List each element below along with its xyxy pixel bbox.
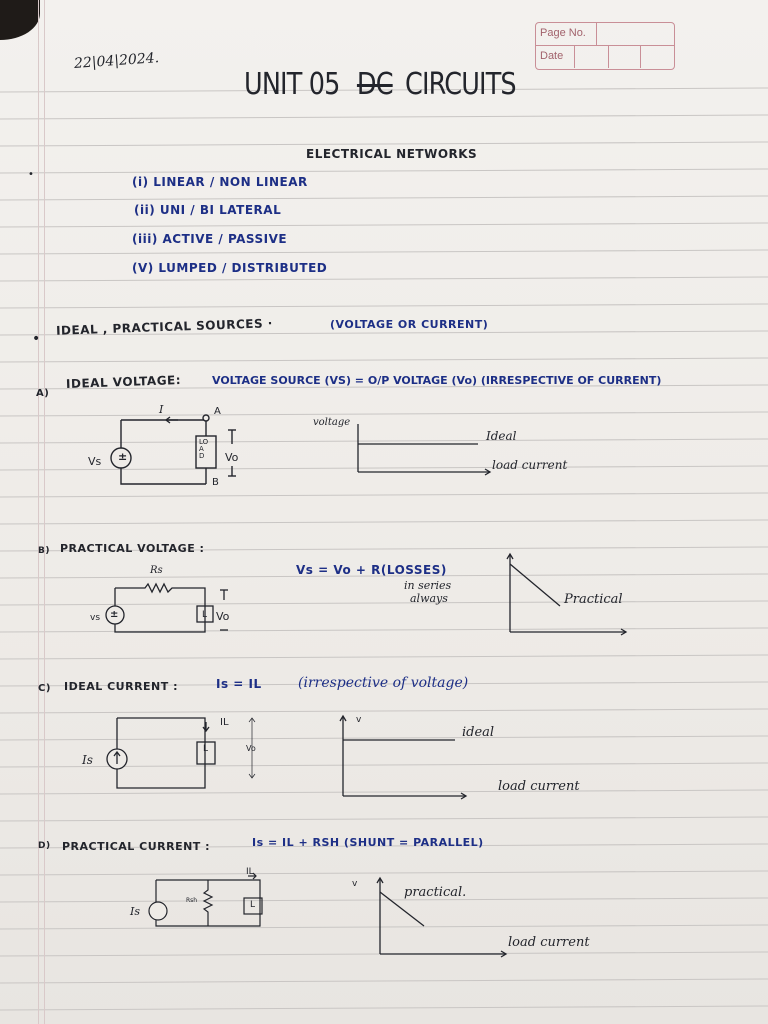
date-label: Date — [540, 50, 564, 62]
section-b-title: PRACTICAL VOLTAGE : — [60, 542, 205, 555]
section-b-label: B) — [38, 546, 50, 556]
ruled-line — [0, 115, 768, 119]
ruled-line — [0, 520, 768, 524]
load-current-axis-label-c: load current — [498, 779, 580, 794]
practical-current-curve-label: practical. — [404, 885, 467, 900]
ruled-line — [0, 817, 768, 821]
ruled-line — [0, 655, 768, 659]
source-plus-minus: ± — [118, 450, 128, 463]
title-struck-word: DC — [356, 67, 393, 102]
title-tail: CIRCUITS — [405, 67, 516, 102]
ruled-line — [0, 979, 768, 983]
circuit-ideal-voltage — [86, 400, 266, 490]
section-b-note-2: always — [410, 592, 448, 605]
graph-ideal-current — [330, 712, 470, 802]
voltage-axis-label: voltage — [313, 417, 351, 428]
network-item-3: (iii) ACTIVE / PASSIVE — [132, 232, 288, 246]
is-label-d: Is — [130, 905, 140, 918]
sources-heading: IDEAL , PRACTICAL SOURCES · — [55, 316, 274, 338]
section-c-title: IDEAL CURRENT : — [64, 680, 178, 693]
practical-curve-label: Practical — [564, 592, 623, 607]
load-label-c: L — [203, 744, 209, 754]
rsh-label: Rsh — [186, 897, 198, 904]
load-current-axis-label-d: load current — [508, 935, 590, 950]
section-d-equation: Is = IL + RSH (SHUNT = PARALLEL) — [252, 836, 484, 849]
node-a-label: A — [214, 406, 221, 417]
load-label-b: L — [202, 610, 208, 620]
ruled-line — [0, 250, 768, 254]
margin-line — [44, 0, 45, 1024]
page-title — [244, 67, 516, 102]
ruled-line — [0, 223, 768, 227]
section-a-title: IDEAL VOLTAGE: — [65, 372, 182, 392]
section-a-equation: VOLTAGE SOURCE (VS) = O/P VOLTAGE (Vo) (IRRESPECTIVE OF CURRENT) — [212, 374, 662, 387]
section-c-equation: Is = IL — [216, 677, 262, 691]
page-number-date-box — [535, 22, 675, 70]
ruled-line — [0, 304, 768, 308]
network-item-2: (ii) UNI / BI LATERAL — [134, 203, 282, 217]
il-label-d: IL — [246, 867, 254, 877]
network-item-4: (V) LUMPED / DISTRIBUTED — [132, 261, 328, 275]
vo-label: Vo — [225, 451, 239, 464]
circuit-ideal-current — [100, 712, 280, 802]
graph-practical-current — [370, 870, 510, 960]
shunt-resistor-symbol — [204, 880, 212, 926]
vo-label-b: Vo — [216, 610, 230, 623]
section-d-label: D) — [38, 841, 51, 851]
load-current-axis-label: load current — [492, 458, 568, 472]
title-unit: UNIT 05 — [244, 67, 340, 102]
rs-label: Rs — [150, 565, 163, 576]
is-label: Is — [82, 753, 93, 767]
vs-label: Vs — [88, 455, 102, 468]
ruled-line — [0, 358, 768, 362]
ideal-current-curve-label: ideal — [462, 725, 495, 740]
section-b-note-1: in series — [404, 579, 452, 592]
source-plus-minus-b: ± — [110, 609, 119, 620]
section-c-label: C) — [38, 683, 51, 694]
circuit-practical-current — [148, 867, 298, 940]
load-label-d: L — [250, 900, 256, 910]
margin-line — [38, 0, 39, 1024]
current-label: I — [159, 403, 164, 416]
il-label: IL — [220, 717, 229, 728]
handwritten-date: 22|04|2024. — [73, 50, 160, 72]
vo-label-c: Vo — [246, 744, 256, 753]
section-c-note: (irrespective of voltage) — [298, 675, 469, 691]
ruled-line — [0, 196, 768, 200]
ruled-line — [0, 493, 768, 497]
node-b-label: B — [212, 477, 219, 488]
bullet: • — [28, 169, 34, 180]
sources-bullet: • — [32, 331, 41, 347]
ruled-line — [0, 142, 768, 146]
load-label: LOAD — [199, 438, 209, 460]
sources-note: (VOLTAGE OR CURRENT) — [330, 318, 489, 331]
series-resistor-symbol — [115, 584, 180, 592]
ruled-line — [0, 169, 768, 173]
ruled-line — [0, 1006, 768, 1010]
ruled-line — [0, 277, 768, 281]
v-axis-label-d: v — [352, 879, 358, 889]
vs-label-b: vs — [90, 613, 101, 623]
ideal-curve-label: Ideal — [486, 429, 517, 443]
section-b-equation: Vs = Vo + R(LOSSES) — [296, 563, 447, 577]
section-a-label: A) — [36, 388, 50, 399]
network-item-1: (i) LINEAR / NON LINEAR — [132, 175, 308, 189]
networks-heading: ELECTRICAL NETWORKS — [306, 147, 478, 161]
section-d-title: PRACTICAL CURRENT : — [62, 840, 211, 853]
v-axis-label-c: v — [356, 715, 362, 725]
practical-voltage-curve — [510, 564, 560, 606]
page-no-label: Page No. — [540, 27, 586, 39]
